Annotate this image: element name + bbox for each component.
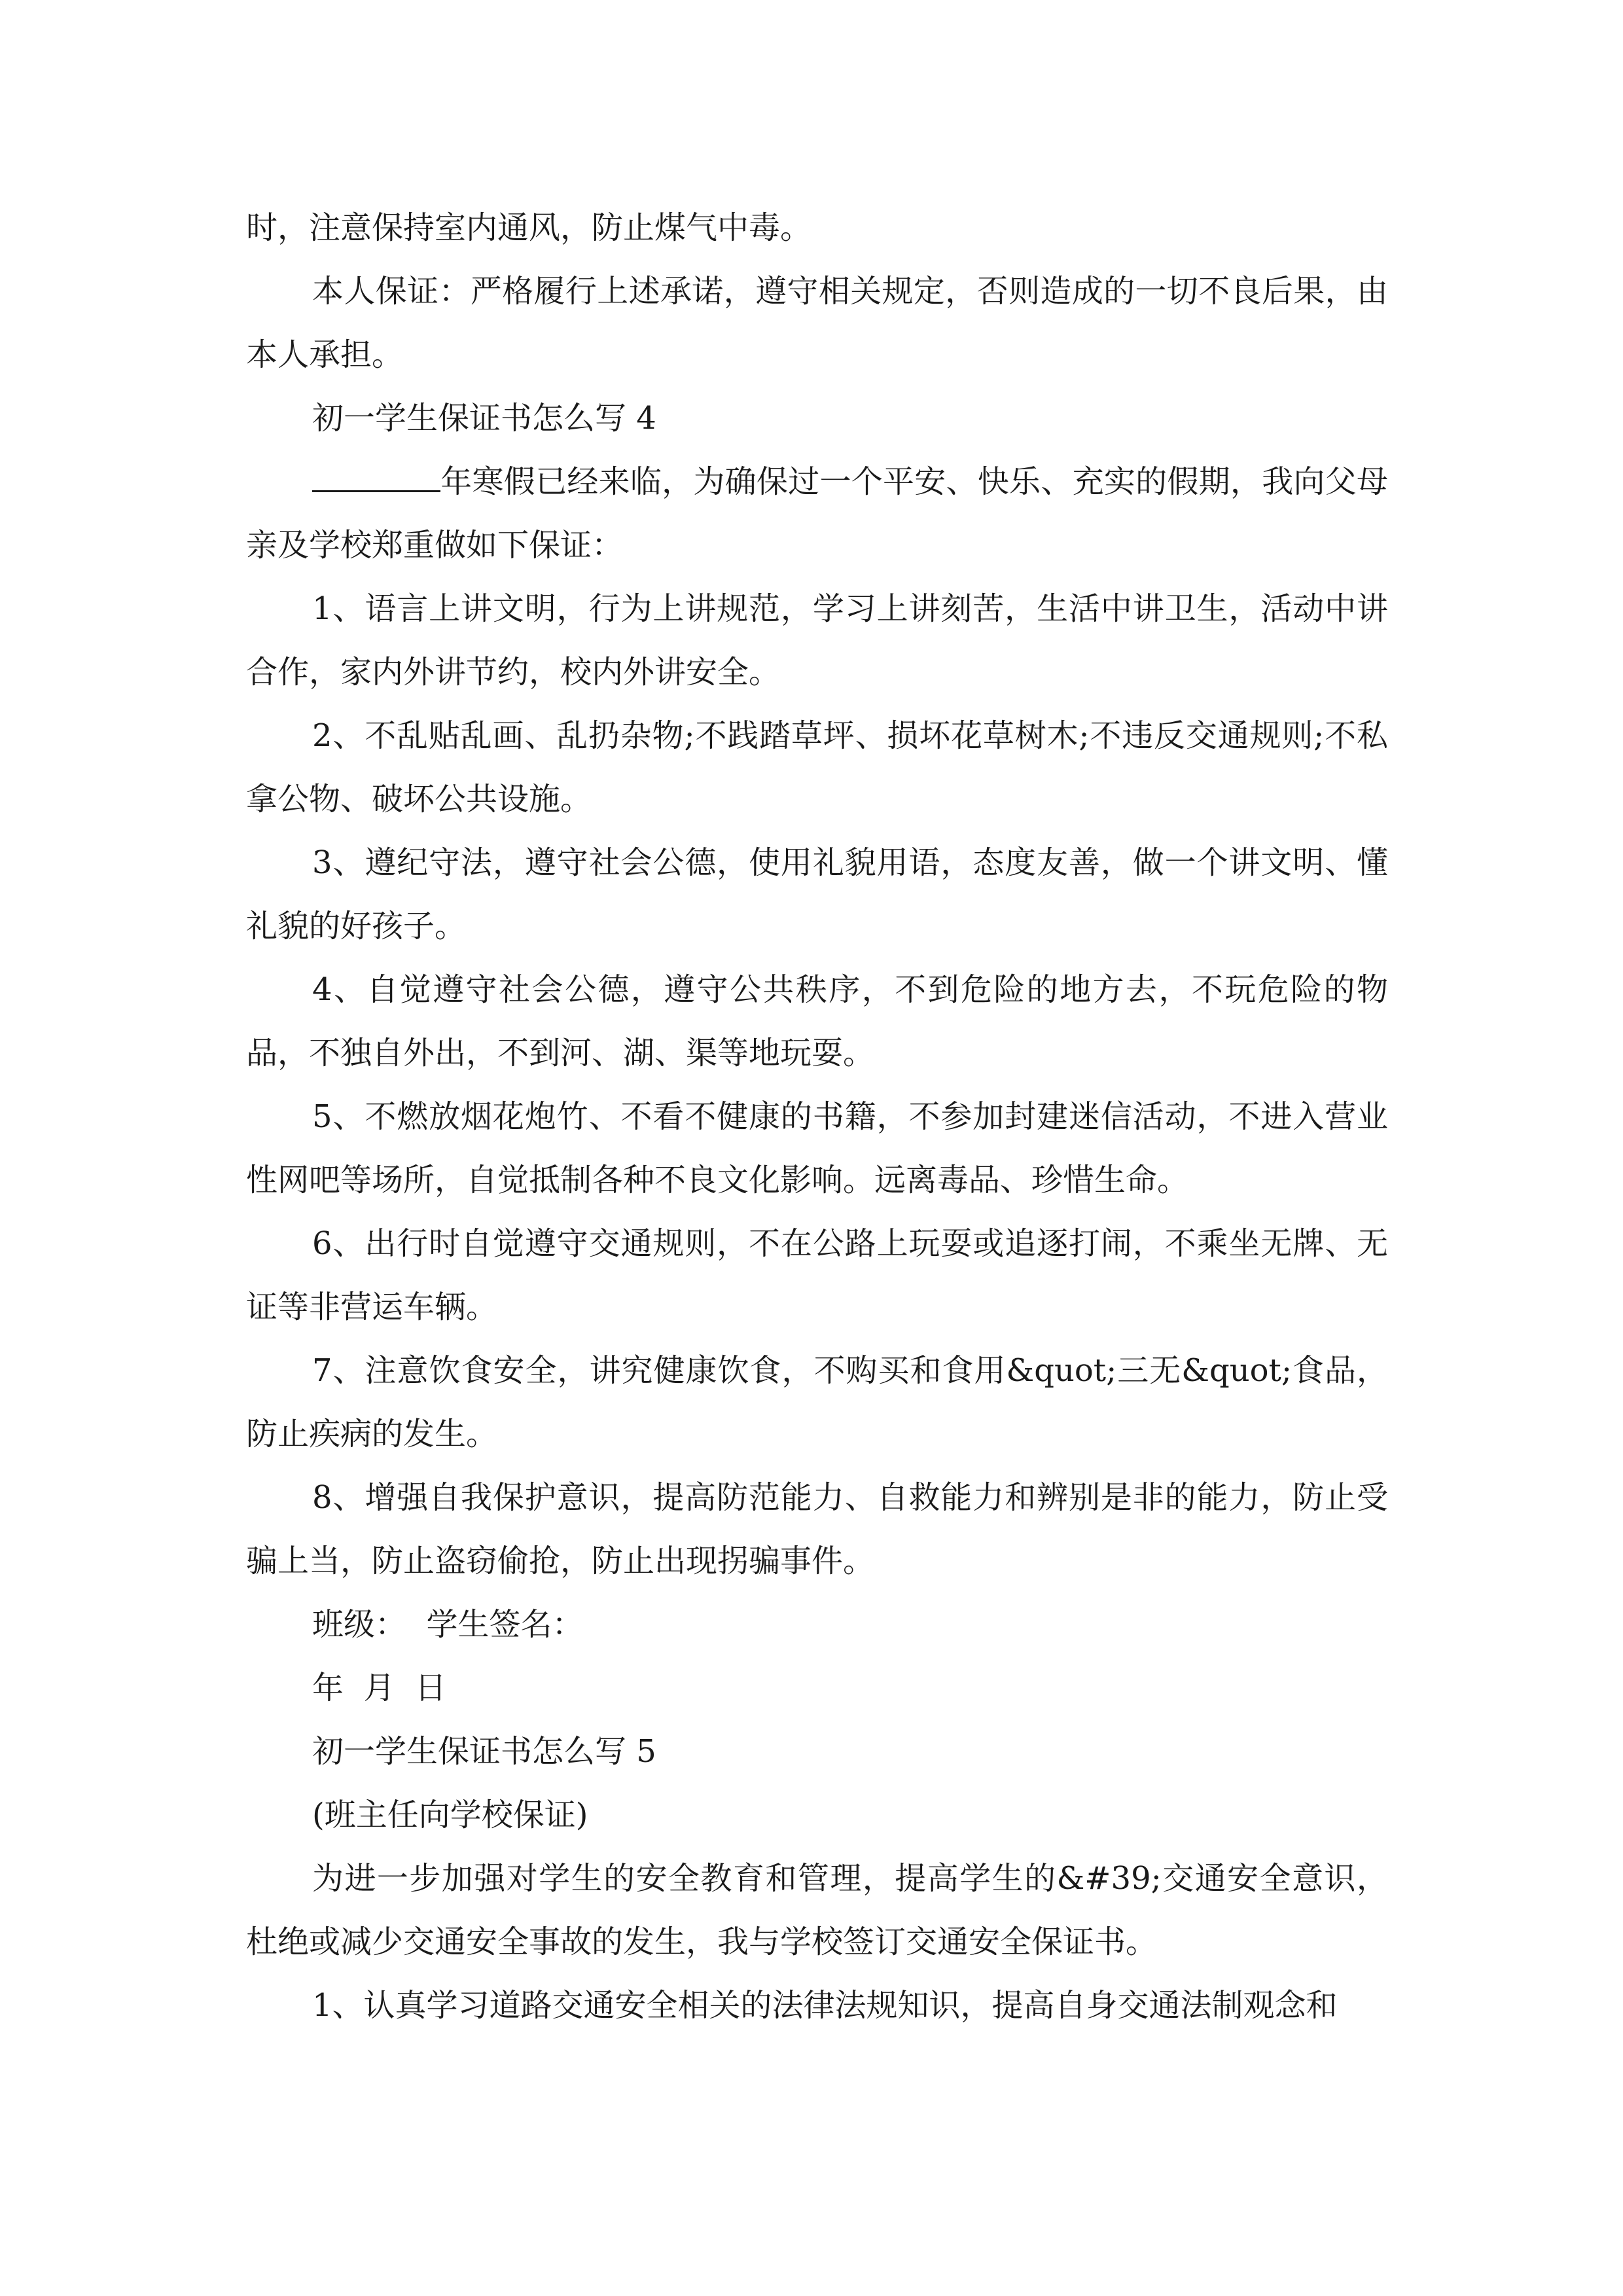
paragraph-intro <box>246 450 1388 577</box>
list-item-4: 4、自觉遵守社会公德，遵守公共秩序，不到危险的地方去，不玩危险的物品，不独自外出，不到河、湖、渠等地玩耍。 <box>246 971 1388 1071</box>
paragraph-continuation: 时，注意保持室内通风，防止煤气中毒。 <box>246 209 812 246</box>
date-line: 年 月 日 <box>312 1670 447 1706</box>
document-body <box>246 196 1388 2037</box>
section-heading-5: 初一学生保证书怎么写 5 <box>312 1733 656 1770</box>
fill-in-blank <box>312 464 440 492</box>
list-item-1: 1、语言上讲文明，行为上讲规范，学习上讲刻苦，生活中讲卫生，活动中讲合作，家内外讲节约，校内外讲安全。 <box>246 590 1388 691</box>
signature-line: 班级： 学生签名： <box>312 1606 584 1643</box>
section-heading-4: 初一学生保证书怎么写 4 <box>312 400 656 437</box>
list-item-1-teacher: 1、认真学习道路交通安全相关的法律法规知识，提高自身交通法制观念和 <box>312 1987 1338 2024</box>
list-item-3: 3、遵纪守法，遵守社会公德，使用礼貌用语，态度友善，做一个讲文明、懂礼貌的好孩子。 <box>246 844 1388 944</box>
paragraph-intro-text: 年寒假已经来临，为确保过一个平安、快乐、充实的假期，我向父母亲及学校郑重做如下保证： <box>246 463 1388 564</box>
list-item-6: 6、出行时自觉遵守交通规则，不在公路上玩耍或追逐打闹，不乘坐无牌、无证等非营运车辆。 <box>246 1225 1388 1325</box>
list-item-5: 5、不燃放烟花炮竹、不看不健康的书籍，不参加封建迷信活动，不进入营业性网吧等场所，自觉抵制各种不良文化影响。远离毒品、珍惜生命。 <box>246 1098 1388 1198</box>
list-item-7: 7、注意饮食安全，讲究健康饮食，不购买和食用&quot;三无&quot;食品，防止疾病的发生。 <box>246 1352 1388 1452</box>
paragraph-purpose: 为进一步加强对学生的安全教育和管理，提高学生的&#39;交通安全意识，杜绝或减少交通安全事故的发生，我与学校签订交通安全保证书。 <box>246 1860 1388 1960</box>
list-item-2: 2、不乱贴乱画、乱扔杂物;不践踏草坪、损坏花草树木;不违反交通规则;不私拿公物、破坏公共设施。 <box>246 717 1388 817</box>
list-item-8: 8、增强自我保护意识，提高防范能力、自救能力和辨别是非的能力，防止受骗上当，防止盗窃偷抢，防止出现拐骗事件。 <box>246 1479 1388 1579</box>
section-subtitle: (班主任向学校保证) <box>312 1797 588 1833</box>
paragraph-pledge: 本人保证：严格履行上述承诺，遵守相关规定，否则造成的一切不良后果，由本人承担。 <box>246 273 1388 373</box>
